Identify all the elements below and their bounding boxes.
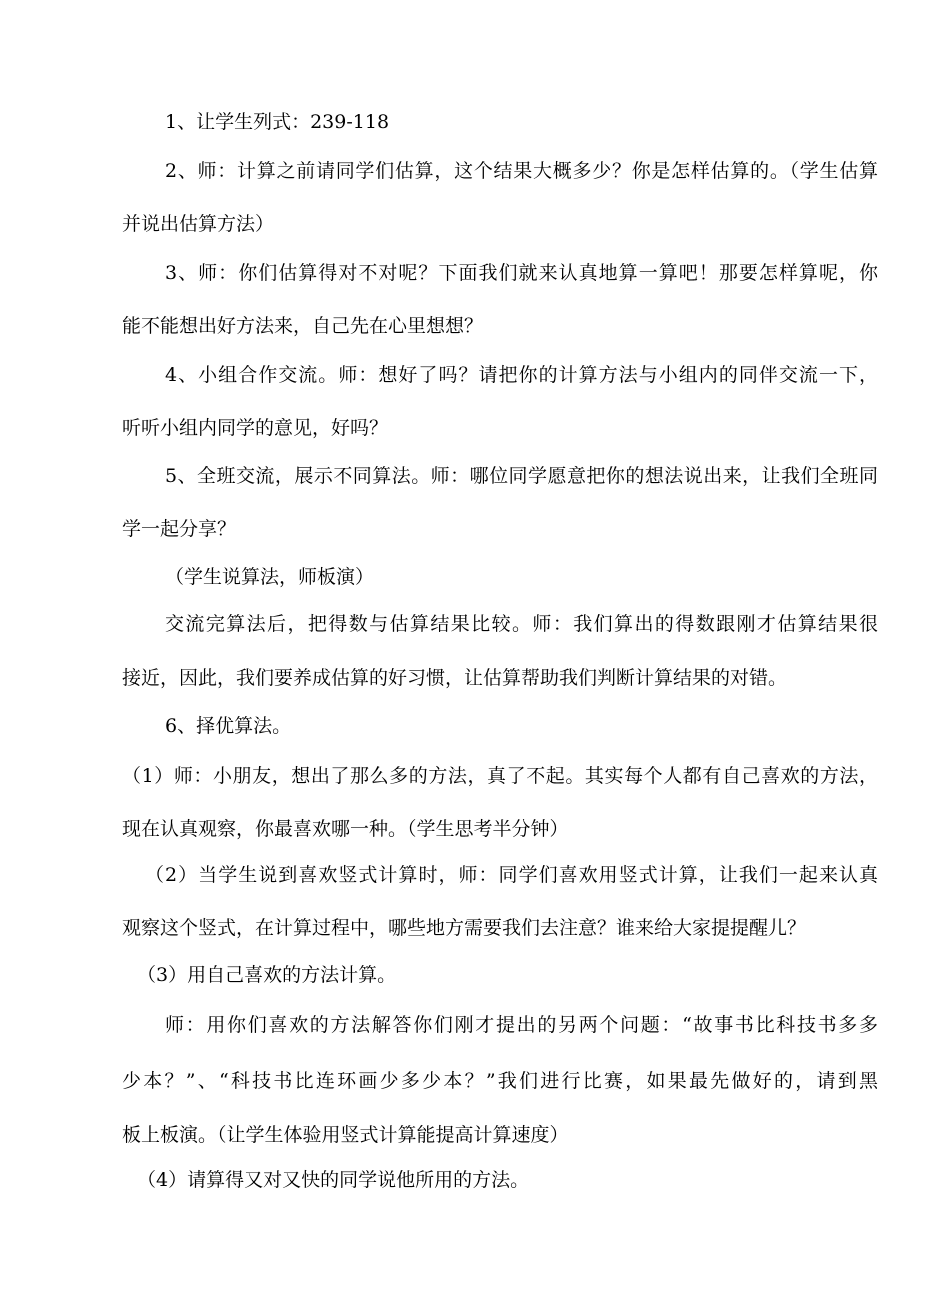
- substep-3-line-1: 师：用你们喜欢的方法解答你们刚才提出的另两个问题：“故事书比科技书多多: [165, 1014, 878, 1036]
- step-3-line-1: 3、师：你们估算得对不对呢？下面我们就来认真地算一算吧！那要怎样算呢，你: [165, 262, 878, 284]
- substep-3-line-3: 板上板演。（让学生体验用竖式计算能提高计算速度）: [122, 1124, 569, 1146]
- step-2-line-2: 并说出估算方法）: [122, 213, 275, 235]
- substep-4-line: （4）请算得又对又快的同学说他所用的方法。: [137, 1169, 530, 1191]
- substep-2-line-2: 观察这个竖式，在计算过程中，哪些地方需要我们去注意？谁来给大家提提醒儿？: [122, 917, 807, 939]
- substep-2-line-1: （2）当学生说到喜欢竖式计算时，师：同学们喜欢用竖式计算，让我们一起来认真: [145, 864, 878, 886]
- substep-3-line-2: 少本？”、“科技书比连环画少多少本？”我们进行比赛，如果最先做好的，请到黑: [122, 1070, 878, 1092]
- step-5-line-2: 学一起分享？: [122, 518, 237, 540]
- step-4-line-2: 听听小组内同学的意见，好吗？: [122, 417, 389, 439]
- compare-line-1: 交流完算法后，把得数与估算结果比较。师：我们算出的得数跟刚才估算结果很: [165, 613, 878, 635]
- step-3-line-2: 能不能想出好方法来，自己先在心里想想？: [122, 315, 484, 337]
- step-2-line-1: 2、师：计算之前请同学们估算，这个结果大概多少？你是怎样估算的。（学生估算: [165, 160, 878, 182]
- step-5-line-1: 5、全班交流，展示不同算法。师：哪位同学愿意把你的想法说出来，让我们全班同: [165, 465, 878, 487]
- step-6-heading: 6、择优算法。: [165, 715, 292, 737]
- substep-1-line-1: （1）师：小朋友，想出了那么多的方法，真了不起。其实每个人都有自己喜欢的方法，: [122, 765, 878, 787]
- step-1-line: 1、让学生列式：239-118: [165, 111, 390, 133]
- compare-line-2: 接近，因此，我们要养成估算的好习惯，让估算帮助我们判断计算结果的对错。: [122, 667, 788, 689]
- step-4-line-1: 4、小组合作交流。师：想好了吗？请把你的计算方法与小组内的同伴交流一下，: [165, 364, 878, 386]
- substep-1-line-2: 现在认真观察，你最喜欢哪一种。（学生思考半分钟）: [122, 818, 569, 840]
- substep-3-heading: （3）用自己喜欢的方法计算。: [137, 964, 397, 986]
- note-student-method: （学生说算法，师板演）: [165, 566, 375, 588]
